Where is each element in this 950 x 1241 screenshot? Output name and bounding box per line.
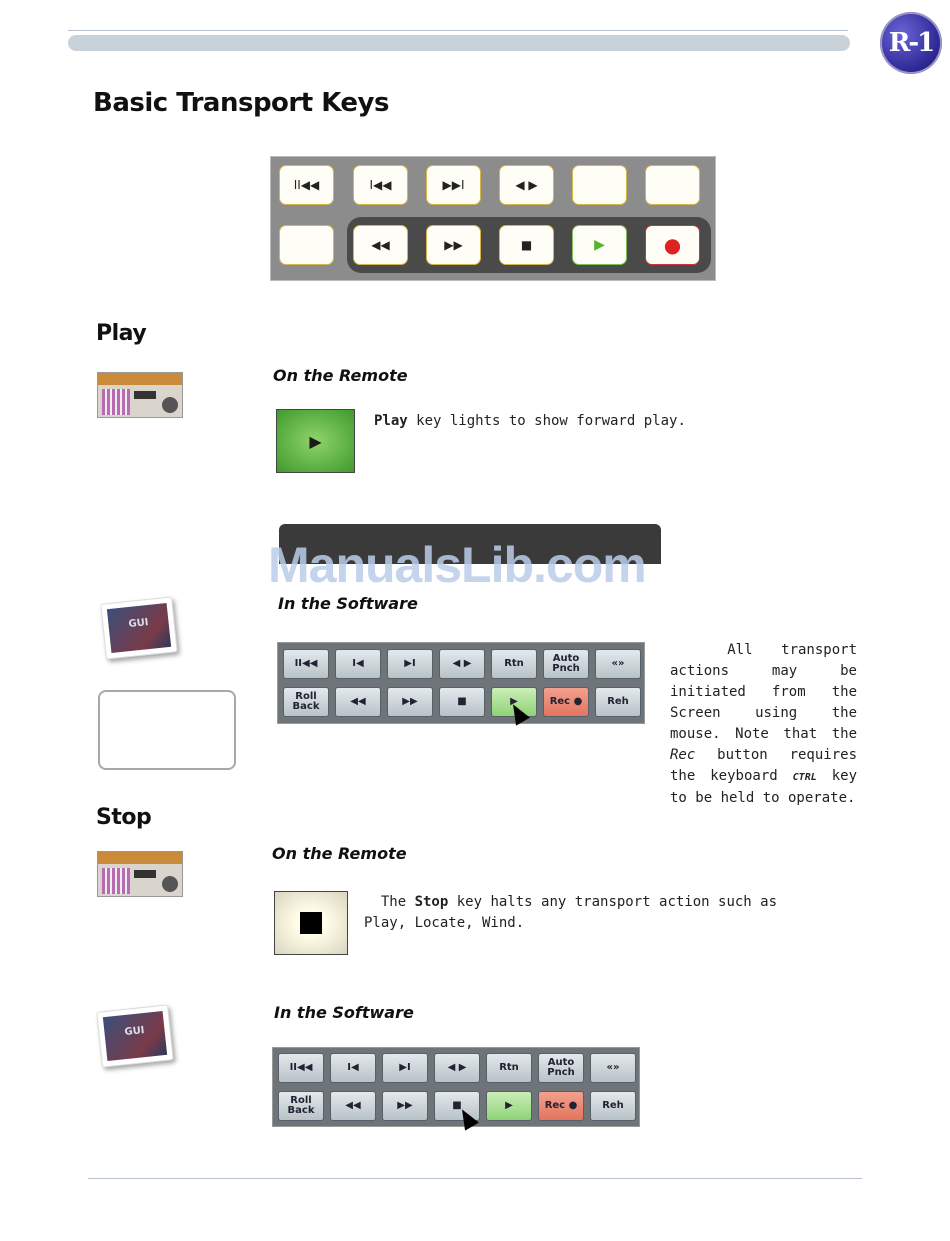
stop-remote-description [364,892,794,934]
software-transport-panel-stop [272,1047,640,1127]
remote-key-next: ▶▶I [426,165,481,205]
sw-key-next[interactable]: ▶I [387,649,433,679]
sw-key-play[interactable]: ▶ [491,687,537,717]
gui-thumbnail-stop [96,1004,173,1067]
play-remote-text: key lights to show forward play. [407,413,686,429]
sw-key-rewind[interactable]: ◀◀ [335,687,381,717]
stop-icon [300,912,322,934]
remote-key-blank-2 [645,165,700,205]
sw-key-rewind[interactable]: ◀◀ [330,1091,376,1121]
remote-key-prev: I◀◀ [353,165,408,205]
software-description [670,640,857,809]
sw-key-next[interactable]: ▶I [382,1053,428,1083]
header-bar [68,35,850,51]
remote-key-fast-forward: ▶▶ [426,225,481,265]
play-bold-label: Play [374,413,408,429]
software-transport-panel-play [277,642,645,724]
remote-key-rewind: ◀◀ [353,225,408,265]
stop-remote-text: key halts any transport action such as Play, Locate, Wind. [364,894,778,931]
gui-label-stop: GUI [103,1011,167,1061]
sw-key-reh[interactable]: Reh [590,1091,636,1121]
r1-logo: R-1 [880,12,942,74]
sw-key-reh[interactable]: Reh [595,687,641,717]
sw-key-nudge[interactable]: ◀ ▶ [434,1053,480,1083]
ctrl-key-label: CTRL [792,772,817,783]
play-software-subheading: In the Software [278,594,418,613]
remote-key-record: ● [645,225,700,265]
software-text-2: button requires the keyboard [670,747,857,784]
sw-key-rtz[interactable]: II◀◀ [283,649,329,679]
sw-key-roll-back[interactable]: Roll Back [278,1091,324,1121]
stop-text-pre: The [380,894,415,910]
rec-italic: Rec [670,747,696,763]
remote-key-rtz: II◀◀ [279,165,334,205]
sw-key-roll-back[interactable]: Roll Back [283,687,329,717]
remote-key-stop: ■ [499,225,554,265]
stop-heading: Stop [96,805,152,830]
sw-key-loop[interactable]: «» [590,1053,636,1083]
play-key-image [276,409,355,473]
sw-key-fast-forward[interactable]: ▶▶ [382,1091,428,1121]
stop-bold-label: Stop [414,894,449,910]
software-text-3: key to be held to operate. [670,768,858,806]
gui-label: GUI [107,603,171,653]
page-title: Basic Transport Keys [93,88,389,118]
sw-key-auto-pnch[interactable]: Auto Pnch [543,649,589,679]
remote-console-thumbnail [97,372,183,418]
remote-key-blank-3 [279,225,334,265]
stop-remote-subheading: On the Remote [272,844,407,863]
remote-console-thumbnail-stop [97,851,183,897]
gui-thumbnail [100,596,177,659]
software-text-1: All transport actions may be initiated from the Screen using the mouse. Note that the [670,642,857,742]
top-rule [68,30,848,31]
bottom-rule [88,1178,862,1179]
sw-key-play[interactable]: ▶ [486,1091,532,1121]
stop-key-image [274,891,348,955]
sw-key-rtn[interactable]: Rtn [491,649,537,679]
play-icon: ▶ [309,431,322,451]
play-heading: Play [96,321,147,346]
play-remote-description [374,411,704,432]
remote-key-play: ▶ [572,225,627,265]
remote-key-blank-1 [572,165,627,205]
sw-key-rtz[interactable]: II◀◀ [278,1053,324,1083]
sw-key-rec[interactable]: Rec ● [543,687,589,717]
sw-key-prev[interactable]: I◀ [335,649,381,679]
sw-key-stop[interactable]: ■ [434,1091,480,1121]
note-box [98,690,236,770]
sw-key-auto-pnch[interactable]: Auto Pnch [538,1053,584,1083]
sw-key-nudge[interactable]: ◀ ▶ [439,649,485,679]
stop-software-subheading: In the Software [274,1003,414,1022]
play-remote-subheading: On the Remote [273,366,408,385]
remote-transport-panel [270,156,716,281]
sw-key-rtn[interactable]: Rtn [486,1053,532,1083]
sw-key-stop[interactable]: ■ [439,687,485,717]
sw-key-prev[interactable]: I◀ [330,1053,376,1083]
remote-key-nudge: ◀ ▶ [499,165,554,205]
sw-key-fast-forward[interactable]: ▶▶ [387,687,433,717]
sw-key-loop[interactable]: «» [595,649,641,679]
sw-key-rec[interactable]: Rec ● [538,1091,584,1121]
watermark: ManualsLib.com [268,537,646,593]
